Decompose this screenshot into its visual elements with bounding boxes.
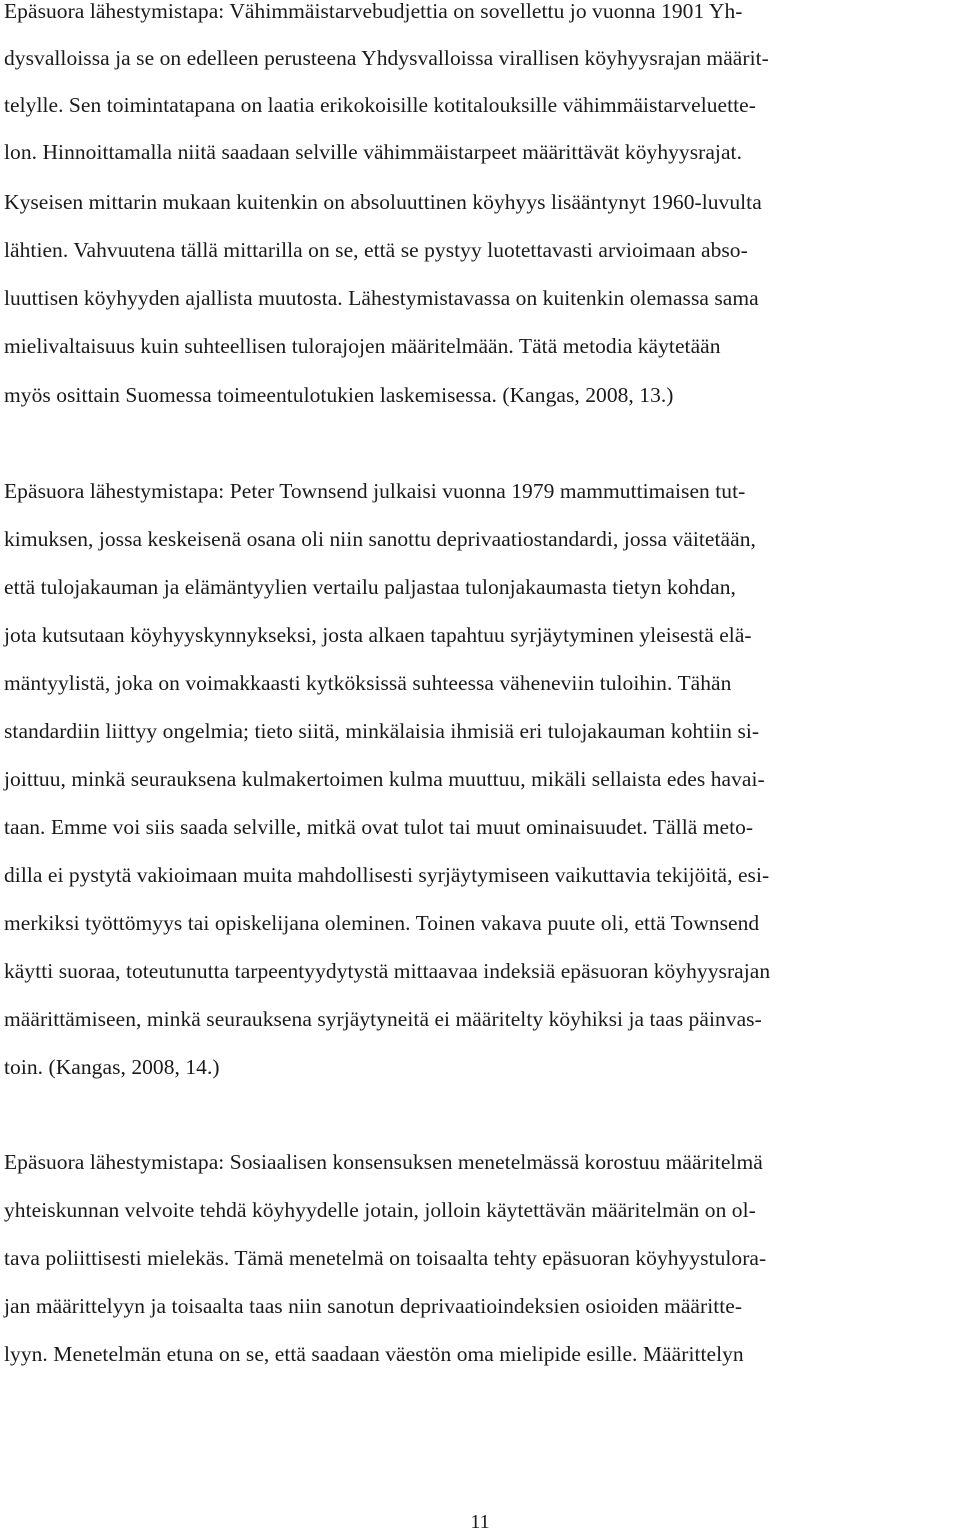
text-line: määrittämiseen, minkä seurauksena syrjäytyneitä ei määritelty köyhiksi ja taas päinvas- — [4, 1007, 762, 1031]
text-line: yhteiskunnan velvoite tehdä köyhyydelle jotain, jolloin käytettävän määritelmän on ol- — [4, 1198, 756, 1222]
text-line: Kyseisen mittarin mukaan kuitenkin on absoluuttinen köyhyys lisääntynyt 1960-luvulta — [4, 190, 762, 214]
text-line: lähtien. Vahvuutena tällä mittarilla on se, että se pystyy luotettavasti arvioimaan abso- — [4, 238, 748, 262]
text-line: jan määrittelyyn ja toisaalta taas niin sanotun deprivaatioindeksien osioiden määritte- — [4, 1294, 743, 1318]
text-line: Epäsuora lähestymistapa: Vähimmäistarvebudjettia on sovellettu jo vuonna 1901 Yh- — [4, 0, 743, 23]
text-line: tava poliittisesti mielekäs. Tämä menetelmä on toisaalta tehty epäsuoran köyhyystulora- — [4, 1246, 767, 1270]
text-line: merkiksi työttömyys tai opiskelijana oleminen. Toinen vakava puute oli, että Townsend — [4, 911, 760, 935]
text-line: standardiin liittyy ongelmia; tieto siitä, minkälaisia ihmisiä eri tulojakauman kohtiin si- — [4, 719, 760, 743]
text-line: luuttisen köyhyyden ajallista muutosta. Lähestymistavassa on kuitenkin olemassa sama — [4, 286, 759, 310]
text-line: että tulojakauman ja elämäntyylien vertailu paljastaa tulonjakaumasta tietyn kohdan, — [4, 575, 736, 599]
text-line: dysvalloissa ja se on edelleen perusteena Yhdysvalloissa virallisen köyhyysrajan määrit- — [4, 46, 769, 70]
text-line: jota kutsutaan köyhyyskynnykseksi, josta alkaen tapahtuu syrjäytyminen yleisestä elä- — [4, 623, 752, 647]
text-line: myös osittain Suomessa toimeentulotukien laskemisessa. (Kangas, 2008, 13.) — [4, 383, 674, 407]
text-line: taan. Emme voi siis saada selville, mitkä ovat tulot tai muut ominaisuudet. Tällä meto- — [4, 815, 754, 839]
page-number: 11 — [470, 1511, 490, 1533]
text-line: toin. (Kangas, 2008, 14.) — [4, 1055, 220, 1079]
text-line: telylle. Sen toimintatapana on laatia erikokoisille kotitalouksille vähimmäistarveluette- — [4, 93, 756, 117]
text-line: käytti suoraa, toteutunutta tarpeentyydytystä mittaavaa indeksiä epäsuoran köyhyysrajan — [4, 959, 771, 983]
text-line: dilla ei pystytä vakioimaan muita mahdollisesti syrjäytymiseen vaikuttavia tekijöitä, esi- — [4, 863, 770, 887]
text-line: lon. Hinnoittamalla niitä saadaan selville vähimmäistarpeet määrittävät köyhyysrajat. — [4, 140, 742, 164]
text-line: Epäsuora lähestymistapa: Peter Townsend julkaisi vuonna 1979 mammuttimaisen tut- — [4, 479, 746, 503]
text-line: lyyn. Menetelmän etuna on se, että saadaan väestön oma mielipide esille. Määrittelyn — [4, 1342, 744, 1366]
text-line: mielivaltaisuus kuin suhteellisen tulorajojen määritelmään. Tätä metodia käytetään — [4, 334, 721, 358]
text-line: kimuksen, jossa keskeisenä osana oli niin sanottu deprivaatiostandardi, jossa väitetään, — [4, 527, 756, 551]
text-line: Epäsuora lähestymistapa: Sosiaalisen konsensuksen menetelmässä korostuu määritelmä — [4, 1150, 763, 1174]
text-line: mäntyylistä, joka on voimakkaasti kytköksissä suhteessa väheneviin tuloihin. Tähän — [4, 671, 732, 695]
text-line: joittuu, minkä seurauksena kulmakertoimen kulma muuttuu, mikäli sellaista edes havai- — [4, 767, 765, 791]
